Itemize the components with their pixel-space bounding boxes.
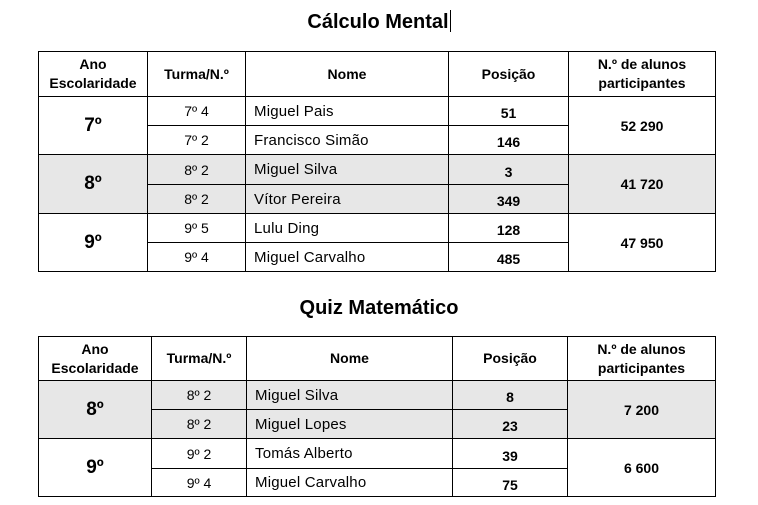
- section-title-text: Cálculo Mental: [307, 11, 449, 33]
- turma-cell: 8º 2: [148, 185, 246, 214]
- header-row: [39, 337, 716, 381]
- turma-cell: 9º 5: [148, 214, 246, 243]
- grade-cell: 8º: [39, 381, 152, 439]
- grade-cell: 7º: [39, 97, 148, 155]
- posicao-cell: 146: [449, 126, 569, 155]
- nome-cell: Lulu Ding: [246, 214, 449, 243]
- header-ano: Ano Escolaridade: [39, 337, 152, 381]
- posicao-cell: 3: [449, 155, 569, 185]
- nome-cell: Miguel Carvalho: [247, 469, 453, 497]
- posicao-cell: 349: [449, 185, 569, 214]
- table-row: [39, 439, 716, 469]
- turma-cell: 9º 2: [152, 439, 247, 469]
- grade-cell: 9º: [39, 439, 152, 497]
- header-posicao: Posição: [453, 337, 568, 381]
- header-row: [39, 52, 716, 97]
- section-title-quiz-matematico: [0, 296, 758, 320]
- participants-cell: 7 200: [568, 381, 716, 439]
- nome-cell: Miguel Carvalho: [246, 243, 449, 272]
- header-nome: Nome: [246, 52, 449, 97]
- turma-cell: 9º 4: [152, 469, 247, 497]
- turma-cell: 8º 2: [152, 410, 247, 439]
- nome-cell: Francisco Simão: [246, 126, 449, 155]
- posicao-cell: 128: [449, 214, 569, 243]
- participants-cell: 41 720: [569, 155, 716, 214]
- posicao-cell: 51: [449, 97, 569, 126]
- turma-cell: 8º 2: [148, 155, 246, 185]
- posicao-cell: 23: [453, 410, 568, 439]
- table-row: [39, 214, 716, 243]
- header-turma: Turma/N.º: [152, 337, 247, 381]
- nome-cell: Vítor Pereira: [246, 185, 449, 214]
- nome-cell: Miguel Lopes: [247, 410, 453, 439]
- header-participantes: N.º de alunos participantes: [569, 52, 716, 97]
- turma-cell: 7º 2: [148, 126, 246, 155]
- header-nome: Nome: [247, 337, 453, 381]
- table-row: [39, 381, 716, 410]
- participants-cell: 52 290: [569, 97, 716, 155]
- nome-cell: Miguel Silva: [247, 381, 453, 410]
- turma-cell: 8º 2: [152, 381, 247, 410]
- turma-cell: 7º 4: [148, 97, 246, 126]
- participants-cell: 6 600: [568, 439, 716, 497]
- header-turma: Turma/N.º: [148, 52, 246, 97]
- header-posicao: Posição: [449, 52, 569, 97]
- posicao-cell: 39: [453, 439, 568, 469]
- nome-cell: Miguel Pais: [246, 97, 449, 126]
- posicao-cell: 8: [453, 381, 568, 410]
- table-row: [39, 155, 716, 185]
- section-title-calculo-mental: [0, 10, 758, 34]
- turma-cell: 9º 4: [148, 243, 246, 272]
- grade-cell: 8º: [39, 155, 148, 214]
- table-row: [39, 97, 716, 126]
- section-title-text: Quiz Matemático: [299, 297, 459, 319]
- text-cursor: [450, 10, 451, 32]
- posicao-cell: 485: [449, 243, 569, 272]
- results-table-calculo-mental: [38, 51, 716, 272]
- nome-cell: Tomás Alberto: [247, 439, 453, 469]
- nome-cell: Miguel Silva: [246, 155, 449, 185]
- results-table-quiz-matematico: [38, 336, 716, 497]
- header-ano: Ano Escolaridade: [39, 52, 148, 97]
- posicao-cell: 75: [453, 469, 568, 497]
- header-participantes: N.º de alunos participantes: [568, 337, 716, 381]
- participants-cell: 47 950: [569, 214, 716, 272]
- grade-cell: 9º: [39, 214, 148, 272]
